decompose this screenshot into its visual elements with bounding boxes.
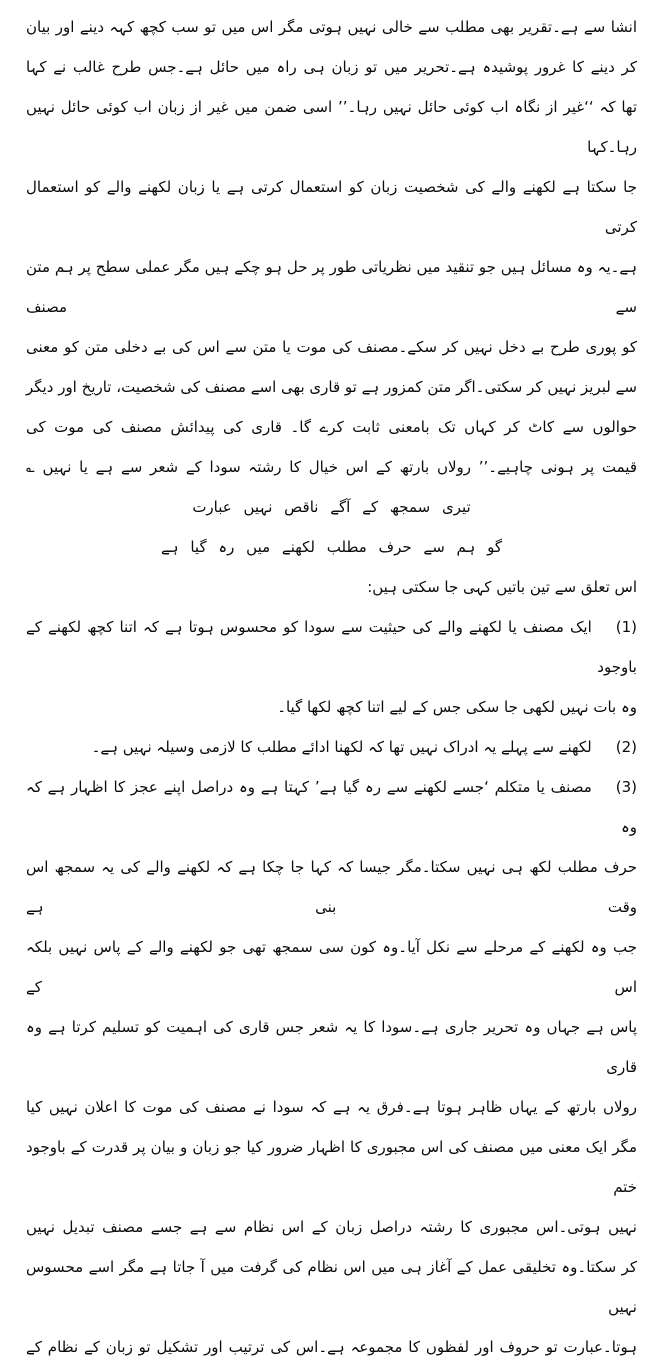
text-line: انشا سے ہے۔تقریر بھی مطلب سے خالی نہیں ہوتی مگر اس میں تو سب کچھ کہہ دینے اور بیان [26,18,637,36]
text-line: تیری سمجھ کے آگے ناقص نہیں عبارت [192,498,471,516]
text-line [26,607,637,687]
text-line: کو پوری طرح بے دخل نہیں کر سکے۔مصنف کی موت یا متن سے اس کی بے دخلی متن کو معنی [26,338,637,356]
text-line: جب وہ لکھنے کے مرحلے سے نکل آیا۔وہ کون سی سمجھ تھی جو لکھنے والے کے پاس نہیں بلکہ اس کے [26,938,637,996]
text-line: گو ہم سے حرف مطلب لکھنے میں رہ گیا ہے [161,538,502,556]
text-line: ہے۔یہ وہ مسائل ہیں جو تنقید میں نظریاتی طور پر حل ہو چکے ہیں مگر عملی سطح پر ہم متن سے مصنف [26,258,637,316]
text-line: کر دینے کا غرور پوشیدہ ہے۔تحریر میں تو زبان ہی راہ میں حائل ہے۔جس طرح غالب نے کہا [26,58,637,76]
item-text: مصنف یا متکلم ‘جسے لکھنے سے رہ گیا ہے’ کہتا ہے وہ دراصل اپنے عجز کا اظہار ہے کہ وہ [26,778,637,836]
text-line: نہیں ہوتی۔اس مجبوری کا رشتہ دراصل زبان کے اس نظام سے ہے جسے مصنف تبدیل نہیں [26,1218,637,1236]
text-line: حرف مطلب لکھ ہی نہیں سکتا۔مگر جیسا کہ کہا جا چکا ہے کہ لکھنے والے کی یہ سمجھ اس وقت بنی ہے [26,858,637,916]
text-line: ہوتا۔عبارت تو حروف اور لفظوں کا مجموعہ ہے۔اس کی ترتیب اور تشکیل تو زبان کے نظام کے [26,1338,637,1356]
text-line: تھا کہ ‘‘غیر از نگاہ اب کوئی حائل نہیں رہا۔’’ اسی ضمن میں غیر از زبان اب کوئی حائل نہیں رہا۔کہا [26,98,637,156]
text-line [26,727,637,767]
text-line: قیمت پر ہونی چاہیے۔’’ رولاں بارتھ کے اس خیال کا رشتہ سودا کے شعر سے ہے یا نہیں ؎ [26,458,637,476]
text-line: پاس ہے جہاں وہ تحریر جاری ہے۔سودا کا یہ شعر جس قاری کی اہمیت کو تسلیم کرتا ہے وہ قاری [26,1018,637,1076]
text-line [26,767,637,847]
item-number: (1) [615,618,637,636]
text-line: رولاں بارتھ کے یہاں ظاہر ہوتا ہے۔فرق یہ ہے کہ سودا نے مصنف کی موت کا اعلان نہیں کیا [26,1098,637,1116]
text-line: جا سکتا ہے لکھنے والے کی شخصیت زبان کو استعمال کرتی ہے یا زبان لکھنے والے کو استعمال کرتی [26,178,637,236]
item-number: (2) [615,738,637,756]
item-text: ایک مصنف یا لکھنے والے کی حیثیت سے سودا کو محسوس ہوتا ہے کہ اتنا کچھ لکھنے کے باوجود [26,618,637,676]
text-line: مگر ایک معنی میں مصنف کی اس مجبوری کا اظہار ضرور کیا جو زبان و بیان پر قدرت کے باوجود ختم [26,1138,637,1196]
text-line: حوالوں سے کاٹ کر کہاں تک بامعنی ثابت کرے گا۔ قاری کی پیدائش مصنف کی موت کی [26,418,637,436]
text-line: اس تعلق سے تین باتیں کہی جا سکتی ہیں: [367,578,637,596]
item-number: (3) [615,778,637,796]
text-line: سے لبریز نہیں کر سکتی۔اگر متن کمزور ہے تو قاری بھی اسے مصنف کی شخصیت، تاریخ اور دیگر [26,378,637,396]
text-block [26,7,637,1367]
text-line: وہ بات نہیں لکھی جا سکی جس کے لیے اتنا کچھ لکھا گیا۔ [277,698,637,716]
text-line: کر سکتا۔وہ تخلیقی عمل کے آغاز ہی میں اس نظام کی گرفت میں آ جاتا ہے مگر اسے محسوس نہیں [26,1258,637,1316]
item-text: لکھنے سے پہلے یہ ادراک نہیں تھا کہ لکھنا ادائے مطلب کا لازمی وسیلہ نہیں ہے۔ [91,738,592,756]
